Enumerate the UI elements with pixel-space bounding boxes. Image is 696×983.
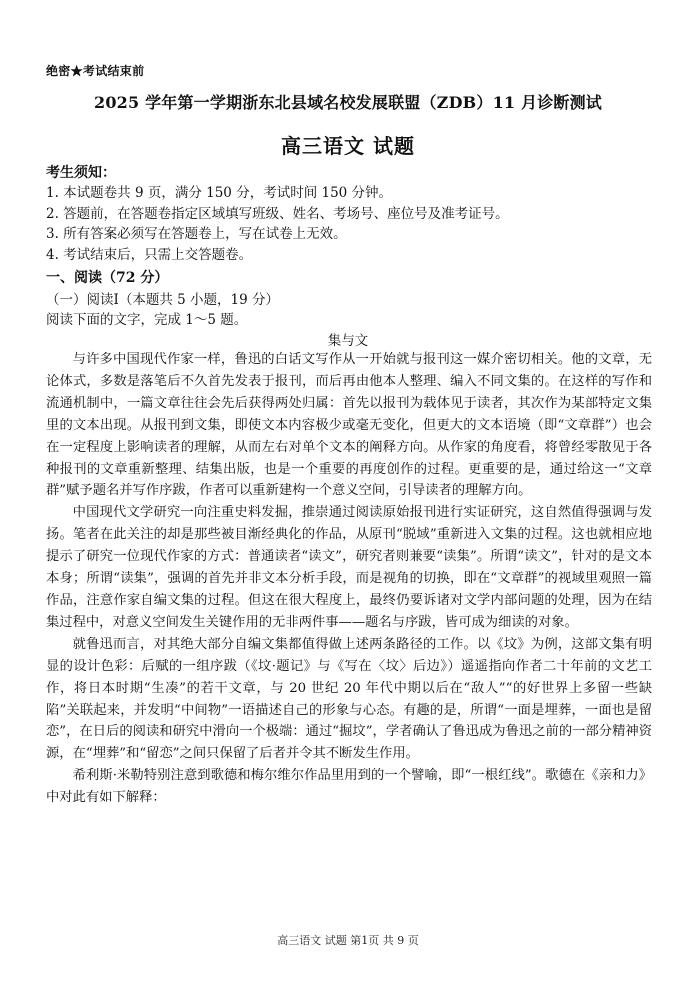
section-heading: 一、阅读（72 分） — [46, 270, 169, 286]
notice-list — [46, 183, 656, 265]
article-paragraph: 中国现代文学研究一向注重史料发掘，推崇通过阅读原始报刊进行实证研究，这自然值得强调与发扬。笔者在此关注的却是那些被目渐经典化的作品，从原刊“脱域”重新进入文集的过程。这也就相应地提示了研究一位现代作家的方式：普通读者“读文”，研究者则兼要“读集”。所谓“读文”，针对的是文本本身；所谓“读集”，强调的首先并非文本分析手段，而是视角的切换，即在“文章群”的视域里观照一篇作品，注意作家自编文集的过程。但这在很大程度上，最终仍要诉诸对文学内部问题的处理，因为在结集过程中，对意义空间发生关键作用的无非两件事——题名与序跋，皆可成为细读的对象。 — [46, 505, 652, 630]
article-body — [46, 349, 652, 809]
notice-heading: 考生须知： — [46, 165, 116, 181]
notice-item: 3. 所有答案必须写在答题卷上，写在试卷上无效。 — [46, 226, 347, 242]
subsection-heading: （一）阅读Ⅰ（本题共 5 小题，19 分） — [46, 292, 279, 308]
article-paragraph: 就鲁迅而言，对其绝大部分自编文集都值得做上述两条路径的工作。以《坟》为例，这部文集有明显的设计色彩：后赋的一组序跋（《坟·题记》与《写在〈坟〉后边》）遥遥指向作者二十年前的文艺工作，将日本时期“生凑”的若干文章，与 20 世纪 20 年代中期以后在“敌人”“的好世界上多留一些缺陷”关联起来，并发明“中间物”一语描述自己的形象与心态。有趣的是，所谓“一面是埋葬，一面也是留恋”，在日后的阅读和研究中滑向一个极端：通过“掘坟”，学者确认了鲁迅成为鲁迅之前的一部分精神资源，在“埋葬”和“留恋”之间只保留了后者并令其不断发生作用。 — [46, 636, 652, 762]
notice-item: 1. 本试题卷共 9 页，满分 150 分，考试时间 150 分钟。 — [46, 185, 393, 201]
exam-title: 2025 学年第一学期浙东北县域名校发展联盟（ZDB）11 月诊断测试 — [93, 93, 603, 112]
article-paragraph: 希利斯·米勒特别注意到歌德和梅尔维尔作品里用到的一个譬喻，即“一根红线”。歌德在《亲和力》中对此有如下解释： — [46, 768, 652, 806]
article-paragraph: 与许多中国现代作家一样，鲁迅的白话文写作从一开始就与报刊这一媒介密切相关。他的文章，无论体式，多数是落笔后不久首先发表于报刊，而后再由他本人整理、编入不同文集的。在这样的写作和流通机制中，一篇文章往往会先后获得两处归属：首先以报刊为载体见于读者，其次作为某部特定文集里的文本出现。从报刊到文集，即使文本内容极少或毫无变化，但更大的文本语境（即“文章群”）也会在一定程度上影响读者的理解，从而左右对单个文本的阐释方向。从作家的角度看，将曾经零散见于各种报刊的文章重新整理、结集出版，也是一个重要的再度创作的过程。更重要的是，通过给这一“文章群”赋予题名并写作序跋，作者可以重新建构一个意义空间，引导读者的理解方向。 — [46, 352, 652, 499]
page-footer: 高三语文 试题 第1页 共 9 页 — [277, 934, 419, 947]
confidential-label: 绝密★考试结束前 — [46, 64, 145, 78]
notice-item: 4. 考试结束后，只需上交答题卷。 — [46, 246, 253, 263]
notice-item: 2. 答题前，在答题卷指定区域填写班级、姓名、考场号、座位号及准考证号。 — [46, 205, 509, 222]
article-title: 集与文 — [327, 333, 369, 349]
subject-title: 高三语文 试题 — [281, 134, 415, 158]
reading-instruction: 阅读下面的文字，完成 1～5 题。 — [46, 312, 248, 328]
